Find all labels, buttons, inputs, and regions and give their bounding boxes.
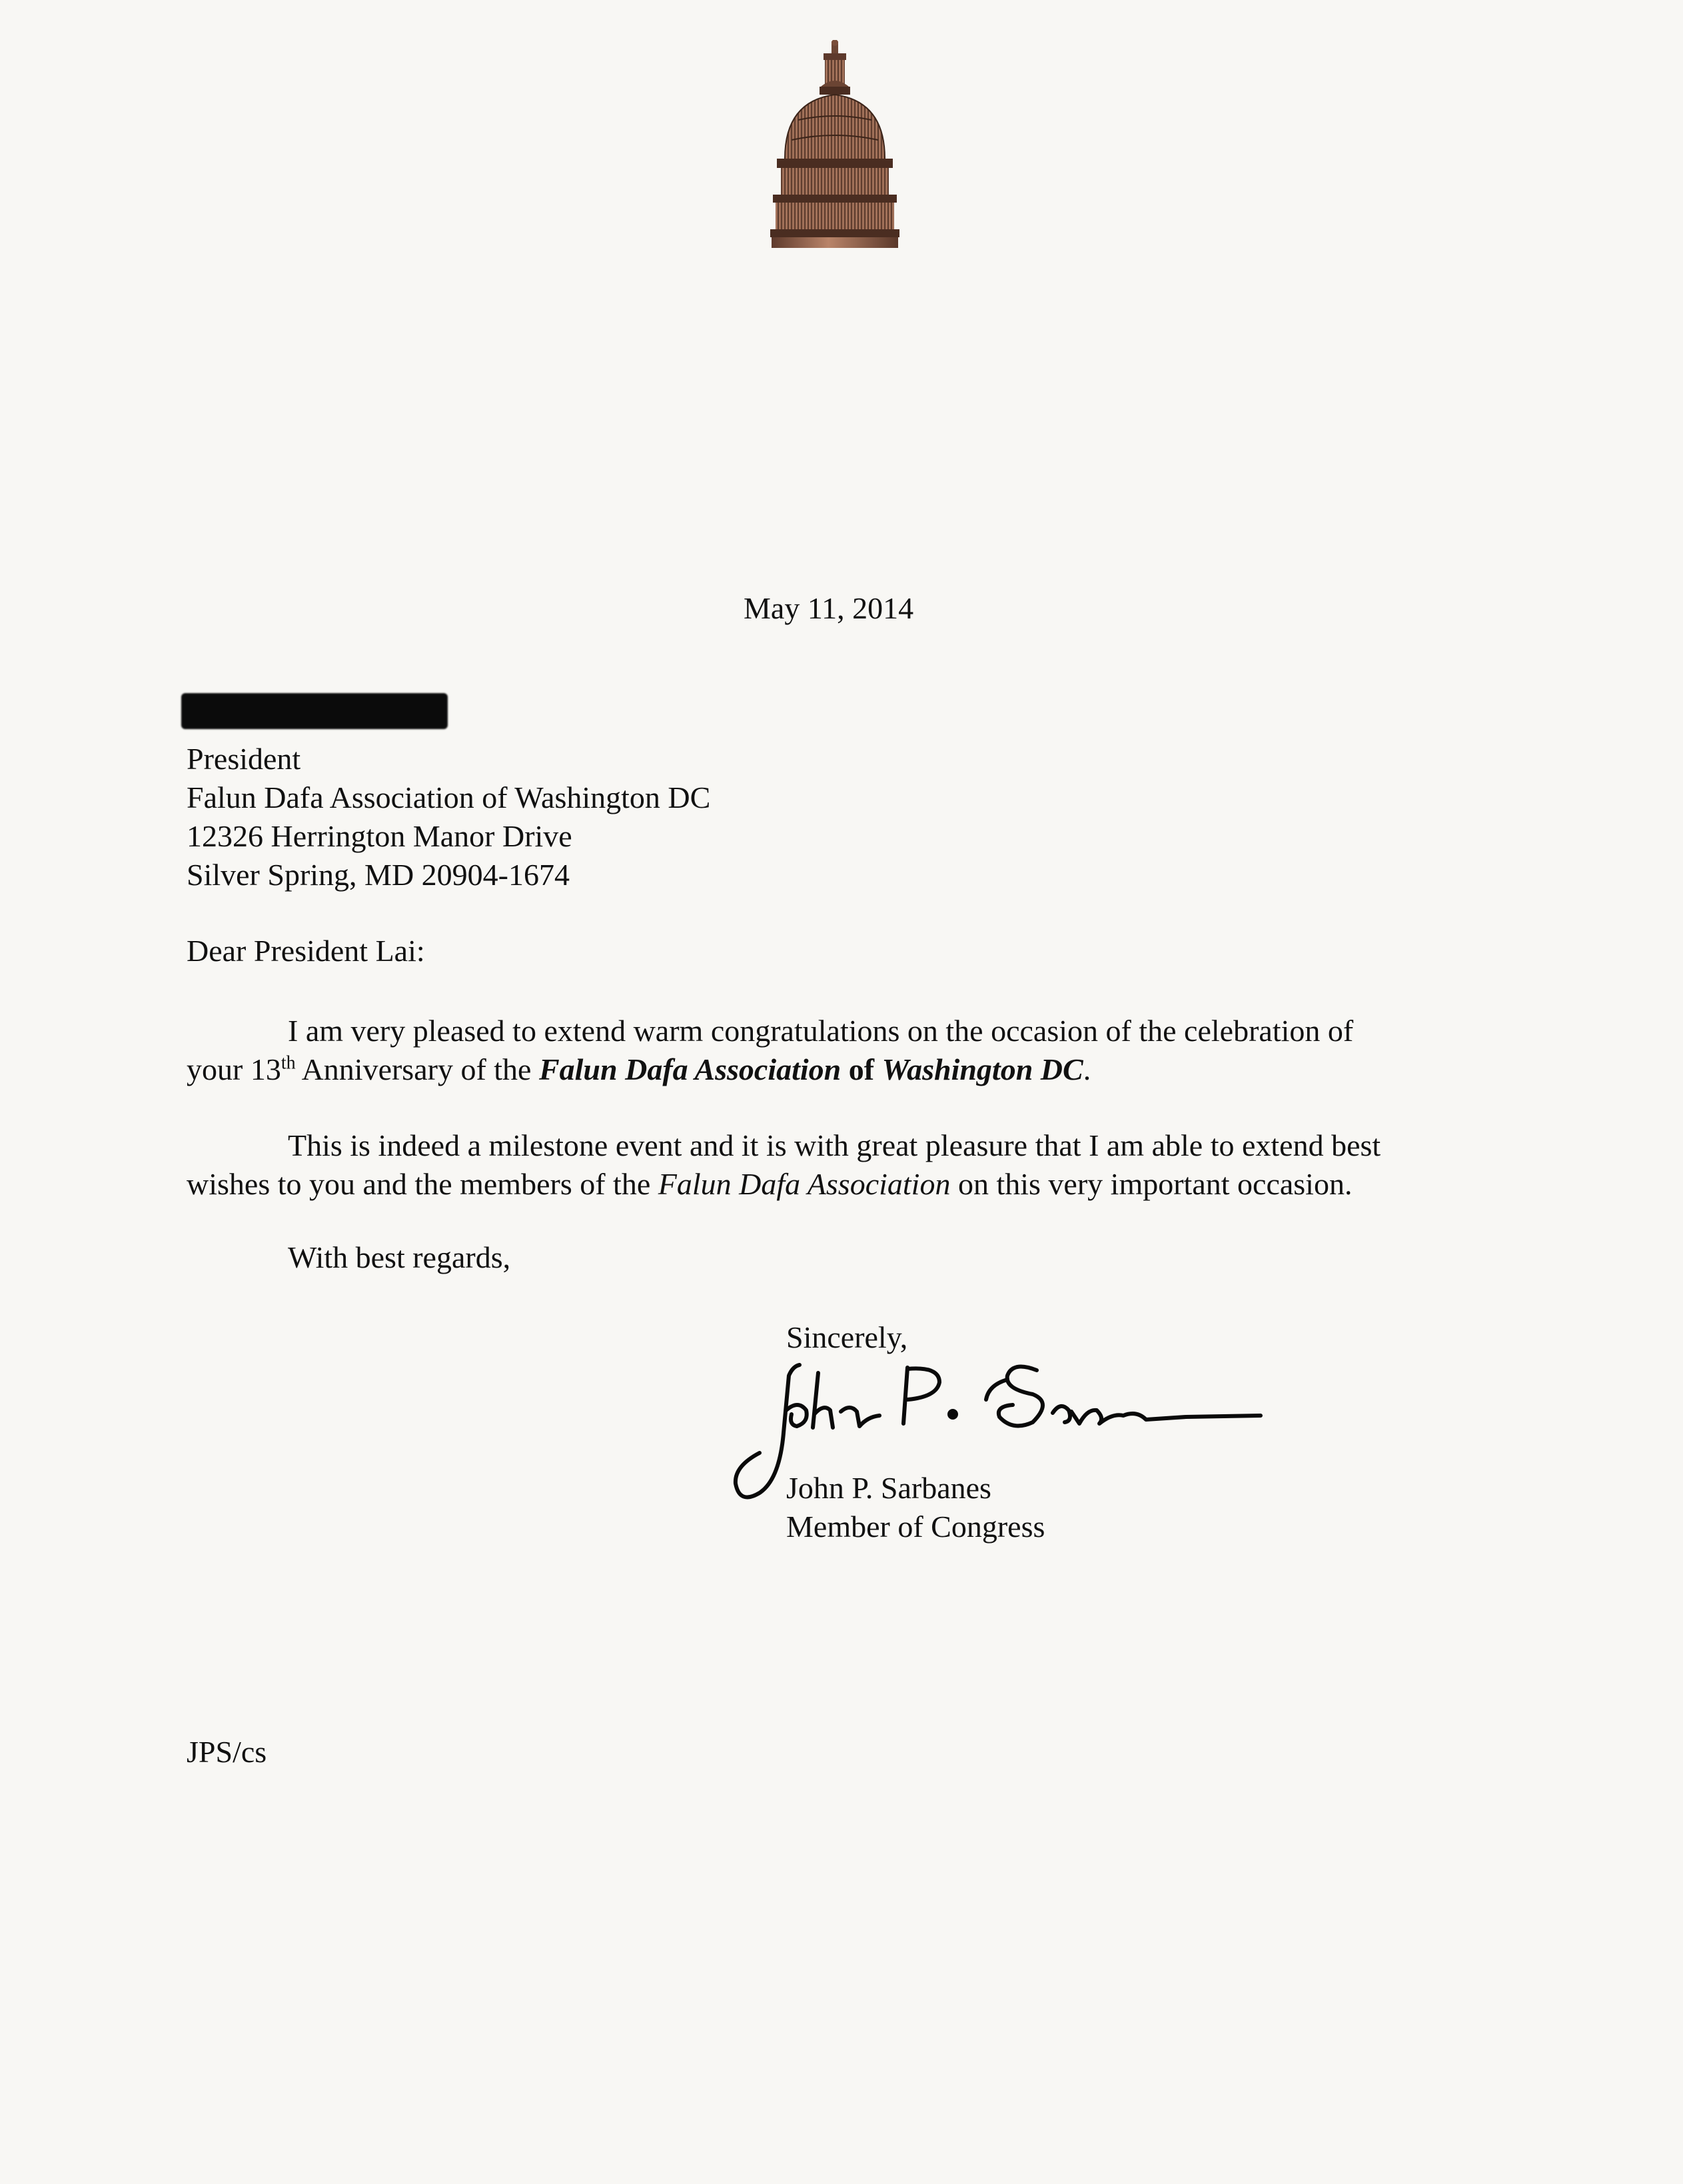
p2-org-name: Falun Dafa Association (658, 1167, 951, 1201)
paragraph-congratulations (187, 1012, 1506, 1089)
recipient-street: 12326 Herrington Manor Drive (187, 819, 572, 853)
recipient-organization: Falun Dafa Association of Washington DC (187, 780, 711, 814)
salutation: Dear President Lai: (187, 934, 425, 968)
closing-regards: With best regards, (288, 1240, 511, 1274)
p1-city-name: Washington DC (881, 1052, 1083, 1086)
paragraph1-line1: I am very pleased to extend warm congratulations on the occasion of the celebration of (288, 1014, 1354, 1048)
closing-sincerely: Sincerely, (786, 1320, 908, 1354)
paragraph-milestone (187, 1126, 1506, 1204)
signer-block (786, 1469, 1045, 1546)
reference-initials: JPS/cs (187, 1735, 267, 1769)
signer-title: Member of Congress (786, 1510, 1045, 1544)
recipient-city-state-zip: Silver Spring, MD 20904-1674 (187, 858, 570, 892)
paragraph1-line2 (187, 1050, 1506, 1089)
redacted-recipient-name (181, 693, 448, 729)
paragraph2-line2 (187, 1165, 1506, 1204)
p1-period: . (1083, 1052, 1091, 1086)
p2-text-start: wishes to you and the members of the (187, 1167, 658, 1201)
p1-of: of (841, 1052, 882, 1086)
p1-org-name: Falun Dafa Association (538, 1052, 842, 1086)
recipient-address-block (187, 740, 710, 894)
p2-text-end: on this very important occasion. (950, 1167, 1353, 1201)
paragraph2-line1: This is indeed a milestone event and it is with great pleasure that I am able to extend best (288, 1128, 1381, 1162)
p1-superscript: th (280, 1052, 296, 1074)
letter-date: May 11, 2014 (744, 591, 914, 625)
capitol-dome-icon (765, 40, 905, 251)
p1-text-mid: Anniversary of the (295, 1052, 539, 1086)
signer-name: John P. Sarbanes (786, 1471, 991, 1505)
p1-text-start: your 13 (187, 1052, 281, 1086)
recipient-title: President (187, 742, 301, 776)
